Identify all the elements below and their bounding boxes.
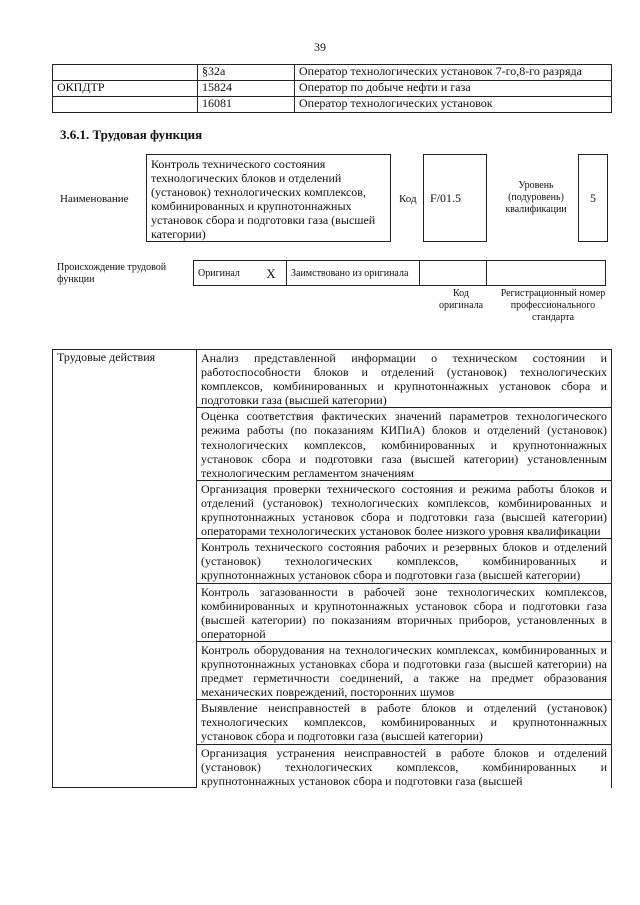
labor-action-item: Контроль загазованности в рабочей зоне технологических комплексов, комбинированных и крупнотоннажных установок сбора и подготовки газа (высшей категории) по показаниям вторичных приборов, установленных в операторной [197, 583, 612, 641]
labor-action-item: Организация устранения неисправностей в работе блоков и отделений (установок) технологических комплексов, комбинированных и крупнотоннажных установок сбора и подготовки газа (высшей [197, 744, 612, 788]
function-name-box: Контроль технического состояния технологических блоков и отделений (установок) технологических комплексов, комбинированных и крупнотоннажных установок сбора и подготовки газа (высшей категории) [146, 154, 391, 242]
labor-action-item: Анализ представленной информации о техническом состоянии и работоспособности блоков и отделений (установок) технологических комплексов, комбинированных и крупнотоннажных установок сбора и подготовки газа (высшей категории) [197, 350, 612, 408]
name-label: Наименование [60, 193, 129, 205]
labor-action-item: Выявление неисправностей в работе блоков и отделений (установок) технологических комплексов, комбинированных и крупнотоннажных установок сбора и подготовки газа (высшей категории) [197, 700, 612, 744]
origin-code-cell [420, 261, 487, 286]
okpdtr-label-cell [53, 65, 198, 81]
okpdtr-name-cell: Оператор по добыче нефти и газа [295, 81, 612, 97]
table-row [53, 350, 612, 408]
table-row [53, 97, 612, 113]
code-label: Код [399, 193, 417, 205]
level-label: Уровень (подуровень) квалификации [505, 180, 567, 215]
function-code-box: F/01.5 [423, 154, 487, 242]
table-row [194, 261, 606, 286]
borrowed-label: Заимствовано из оригинала [287, 261, 420, 286]
labor-action-item: Оценка соответствия фактических значений параметров технологического режима работы (по показаниям КИПиА) блоков и отделений (установок) технологических комплексов, комбинированных и крупнотоннажных установок сбора и подготовки газа (высшей категории) установленным технологическим регламентом значениям [197, 408, 612, 480]
original-mark: X [256, 261, 287, 286]
okpdtr-name-cell: Оператор технологических установок 7-го,8-го разряда [295, 65, 612, 81]
okpdtr-code-cell: 16081 [198, 97, 295, 113]
okpdtr-label-cell: ОКПДТР [53, 81, 198, 97]
okpdtr-code-cell: 15824 [198, 81, 295, 97]
qualification-level-box: 5 [578, 154, 608, 242]
origin-label: Происхождение трудовой функции [57, 262, 167, 285]
okpdtr-name-cell: Оператор технологических установок [295, 97, 612, 113]
table-row [53, 65, 612, 81]
okpdtr-table [52, 64, 612, 113]
table-row [53, 81, 612, 97]
labor-action-item: Контроль технического состояния рабочих и резервных блоков и отделений (установок) технологических комплексов, комбинированных и крупнотоннажных установок сбора и подготовки газа (высшей категории) [197, 539, 612, 583]
page-number: 39 [314, 40, 326, 54]
labor-actions-table [52, 349, 612, 788]
original-label: Оригинал [194, 261, 257, 286]
origin-table [193, 260, 606, 286]
registration-number-caption: Регистрационный номер профессионального стандарта [500, 288, 606, 323]
origin-code-caption: Код оригинала [438, 288, 484, 311]
okpdtr-code-cell: §32a [198, 65, 295, 81]
registration-number-cell [487, 261, 606, 286]
labor-action-item: Организация проверки технического состояния и режима работы блоков и отделений (установок) технологических комплексов, комбинированных и крупнотоннажных установок сбора и подготовки газа (высшей категории) операторами технологических установок более низкого уровня квалификации [197, 480, 612, 538]
section-title: 3.6.1. Трудовая функция [60, 127, 203, 142]
labor-actions-label: Трудовые действия [53, 350, 197, 788]
okpdtr-label-cell [53, 97, 198, 113]
labor-action-item: Контроль оборудования на технологических комплексах, комбинированных и крупнотоннажных установках сбора и подготовки газа (высшей категории) на предмет герметичности соединений, а также на предмет образования механических повреждений, посторонних шумов [197, 641, 612, 699]
